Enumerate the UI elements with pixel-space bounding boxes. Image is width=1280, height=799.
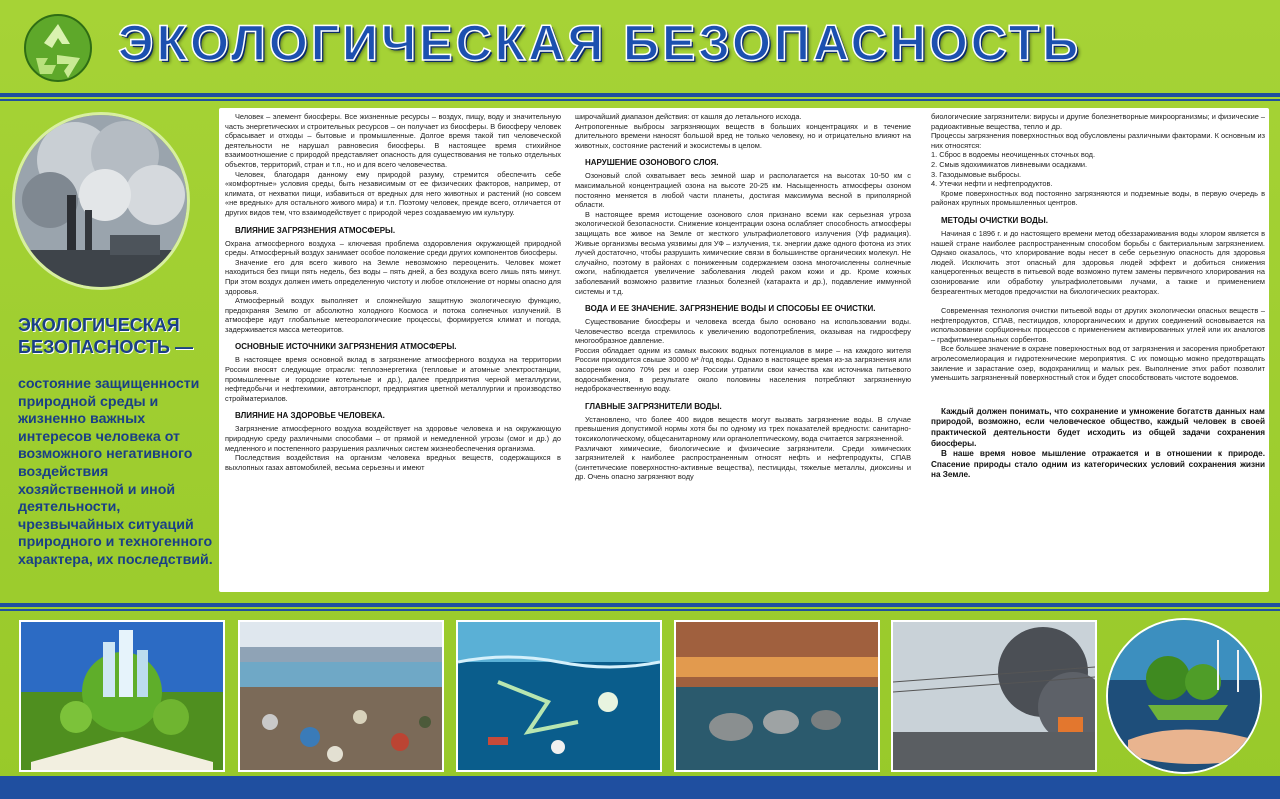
paragraph: Процессы загрязнения поверхностных вод обусловлены различными факторами. К основным из них относятся: — [931, 131, 1265, 150]
section-heading: НАРУШЕНИЕ ОЗОНОВОГО СЛОЯ. — [585, 158, 719, 168]
text-column-3 — [931, 112, 1265, 588]
list-item: 1. Сброс в водоемы неочищенных сточных вод. — [931, 150, 1096, 160]
header-stripe — [0, 93, 1280, 97]
section-heading: МЕТОДЫ ОЧИСТКИ ВОДЫ. — [941, 215, 1048, 225]
page-title: ЭКОЛОГИЧЕСКАЯ БЕЗОПАСНОСТЬ — [118, 15, 1082, 71]
closing-statement: Каждый должен понимать, что сохранение и умножение богатств данных нам природой, возможно, если человеческое общество, каждый человек в своей практической деятельности будет исходить из общей задачи сохранения биосферы. — [931, 406, 1265, 448]
paragraph: Установлено, что более 400 видов веществ могут вызвать загрязнение воды. В случае превышения допустимой нормы хотя бы по одному из трех показателей вредности: санитарно-токсикологическому, общесанитарному или органолептическому, вода считается загрязненной. — [575, 414, 911, 444]
paragraph: широчайший диапазон действия: от кашля до летального исхода. — [575, 112, 802, 121]
polluted-beach-image — [238, 620, 444, 772]
gallery-stripe-thin — [0, 609, 1280, 611]
paragraph: Существование биосферы и человека всегда было основано на использовании воды. Человечество всегда стремилось к увеличению водопотребления, оказывая на гидросферу многообразное давление. — [575, 317, 911, 346]
gallery-stripe — [0, 603, 1280, 607]
paragraph: Последствия воздействия на организм человека вредных веществ, содержащихся в выхлопных газах автомобилей, весьма серьезны и имеют — [225, 453, 561, 472]
text-column-1 — [225, 112, 561, 588]
definition-heading: ЭКОЛОГИЧЕСКАЯ БЕЗОПАСНОСТЬ — — [18, 315, 193, 357]
paragraph: Охрана атмосферного воздуха – ключевая проблема оздоровления окружающей природной среды. Атмосферный воздух занимает особое положение среди других компонентов биосферы. — [225, 238, 561, 258]
paragraph: Современная технология очистки питьевой воды от других экологически опасных веществ – нефтепродуктов, СПАВ, пестицидов, хлорорганических и других соединений основывается на использовании сорбционных процессов с применением активированных углей или их аналогов – графитминеральных сорбентов. — [931, 306, 1265, 344]
paragraph: Загрязнение атмосферного воздуха воздействует на здоровье человека и на окружающую природную среду различными способами – от прямой и немедленной угрозы (смог и др.) до медленного и постепенного разрушения различных систем жизнеобеспечения организма. — [225, 424, 561, 453]
section-heading: ВЛИЯНИЕ ЗАГРЯЗНЕНИЯ АТМОСФЕРЫ. — [235, 225, 396, 235]
section-heading: ГЛАВНЫЕ ЗАГРЯЗНИТЕЛИ ВОДЫ. — [585, 401, 722, 411]
definition-text: состояние защищенности природной среды и жизненно важных интересов человека от возможного негативного воздействия хозяйственной и иной деятельности, чрезвычайных ситуаций природного и техногенного характера, их последствий. — [18, 376, 213, 568]
footer-band — [0, 776, 1280, 799]
list-item: 2. Смыв ядохимикатов ливневыми осадками. — [931, 159, 1088, 169]
section-heading: ВЛИЯНИЕ НА ЗДОРОВЬЕ ЧЕЛОВЕКА. — [235, 411, 385, 421]
paragraph: Значение его для всего живого на Земле невозможно переоценить. Человек может находиться без пищи пять недель, без воды – пять дней, а без воздуха всего лишь пять минут. При этом воздух должен иметь определенную чистоту и любое отклонение от нормы опасно для здоровья. — [225, 257, 561, 296]
paragraph: В настоящее время истощение озонового слоя признано всеми как серьезная угроза экологической безопасности. Снижение концентрации озона ослабляет способность атмосферы защищать все живое на Земле от жесткого ультрафиолетового излучения (Уф радиация). Живые организмы весьма уязвимы для УФ – излучения, т.к. энергии даже одного фотона из этих лучей достаточно, чтобы разрушить химические связи в большинстве органических молекул. Не случайно, поэтому в районах с пониженным содержанием озона многочисленны солнечные ожоги, наблюдается увеличение заболевания людей раком кожи и др. Кроме кожных заболеваний возможно развитие глазных болезней (катаракта и др.), подавление иммунной системы и т.д. — [575, 209, 911, 296]
section-heading: ОСНОВНЫЕ ИСТОЧНИКИ ЗАГРЯЗНЕНИЯ АТМОСФЕРЫ. — [235, 342, 457, 352]
green-city-book-image — [19, 620, 225, 772]
paragraph: В настоящее время основной вклад в загрязнение атмосферного воздуха на территории России вносят следующие отрасли: теплоэнергетика (тепловые и атомные электростанции, промышленные и городские котельные и др.), далее предприятия черной металлургии, нефтедобычи и нефтехимии, автотранспорт, предприятия цветной металлургии и производство стройматериалов. — [225, 355, 561, 403]
closing-statement: В наше время новое мышление отражается и в отношении к природе. Спасение природы стало одним из категорических условий сохранения жизни на Земле. — [931, 449, 1265, 480]
smoke-fire-image — [891, 620, 1097, 772]
globe-hand-image — [1106, 618, 1262, 774]
paragraph: Человек – элемент биосферы. Все жизненные ресурсы – воздух, пищу, воду и значительную часть энергетических и строительных ресурсов – он получает из биосферы. В биосферу человек сбрасывает и отходы – бытовые и промышленные. Долгое время такой тип человеческой деятельности не нарушал равновесия биосферы. В настоящее время стихийное взаимоотношение с природой представляет опасность для существования не только отдельных объектов, территорий, стран и т.п., но и для всего человечества. — [225, 112, 561, 169]
paragraph: биологические загрязнители: вирусы и другие болезнетворные микроорганизмы; и физические – радиоактивные вещества, тепло и др. — [931, 112, 1265, 131]
text-panel — [219, 108, 1269, 592]
paragraph: Все большее значение в охране поверхностных вод от загрязнения и засорения приобретают агролесомелиорация и гидротехнические мероприятия. С их помощью можно предотвращать заиление и зарастание озер, водохранилищ и малых рек. Выполнение этих работ позволит уменьшить загрязненный поверхностный сток и будет способствовать чистоте водоемов. — [931, 344, 1265, 383]
sunset-pipes-image — [674, 620, 880, 772]
paragraph: Начиная с 1896 г. и до настоящего времени метод обеззараживания воды хлором является в нашей стране наиболее распространенным способом борьбы с бактериальным загрязнением. Однако оказалось, что хлорирование воды несет в себе серьезную опасность для здоровья людей. Исключить этот опасный для здоровья людей эффект и добиться снижения канцерогенных веществ в питьевой воде возможно путем замены первичного хлорирования на озонирование или обработку ультрафиолетовыми лучами, а также и применением безреагентных методов предочистки на биологических реакторах. — [931, 228, 1265, 296]
list-item: 3. Газодымовые выбросы. — [931, 169, 1022, 179]
header-stripe-thin — [0, 99, 1280, 101]
recycle-icon — [22, 12, 94, 84]
paragraph: Кроме поверхностных вод постоянно загрязняются и подземные воды, в первую очередь в районах крупных промышленных центров. — [931, 188, 1265, 208]
paragraph: Человек, благодаря данному ему природой разуму, стремится обеспечить себе «комфортные» условия среды, быть независимым от ее физических факторов, например, от климата, от нехватки пищи, избавиться от вредных для него животных и растений (но совсем «не вредных» для остального живого мира) и т.п. Поэтому человек, прежде всего, отличается от других видов тем, что взаимодействует с природой через создаваемую им культуру. — [225, 169, 561, 217]
paragraph: Антропогенные выбросы загрязняющих веществ в больших концентрациях и в течение длительного времени наносят большой вред не только человеку, но и отрицательно влияют на животных, состояние растений и экосистемы в целом. — [575, 121, 911, 150]
section-heading: ВОДА И ЕЕ ЗНАЧЕНИЕ. ЗАГРЯЗНЕНИЕ ВОДЫ И СПОСОБЫ ЕЕ ОЧИСТКИ. — [585, 304, 876, 314]
list-item: 4. Утечки нефти и нефтепродуктов. — [931, 179, 1053, 189]
paragraph: Озоновый слой охватывает весь земной шар и располагается на высотах 10-50 км с максимальной концентрацией озона на высоте 20-25 км. Насыщенность атмосферы озоном постоянно меняется в любой части планеты, достигая максимума весной в приполярной области. — [575, 171, 911, 210]
paragraph: Различают химические, биологические и физические загрязнители. Среди химических загрязнителей к наиболее распространенным относят нефть и нефтепродукты, СПАВ (синтетические поверхностно-активные вещества), пестициды, тяжелые металлы, диоксины и др. Очень опасно загрязняют воду — [575, 443, 911, 482]
ocean-plastic-image — [456, 620, 662, 772]
paragraph: Атмосферный воздух выполняет и сложнейшую защитную экологическую функцию, предохраняя Землю от абсолютно холодного Космоса и потока солнечных излучений. В атмосфере идут глобальные метеорологические процессы, формируется климат и погода, задерживается масса метеоритов. — [225, 296, 561, 334]
text-column-2 — [575, 112, 911, 588]
paragraph: Россия обладает одним из самых высоких водных потенциалов в мире – на каждого жителя России приходится свыше 30000 м³ /год воды. Однако в настоящее время из-за загрязнения или засорения около 70% рек и озер России утратили свои качества как источника питьевого водоснабжения, в результате около половины населения потребляют загрязненную недоброкачественную воду. — [575, 345, 911, 394]
factory-smoke-image — [12, 112, 190, 290]
